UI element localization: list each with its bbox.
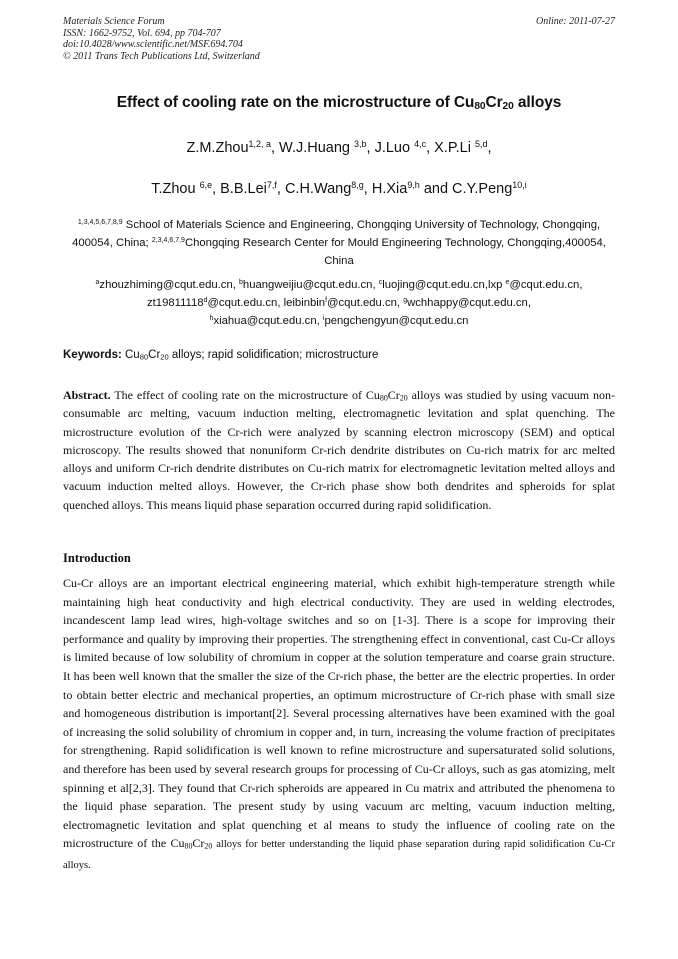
abstract	[63, 386, 615, 514]
author-name: , B.B.Lei	[212, 181, 267, 197]
affiliation-superscript: 2,3,4,6,7,9	[151, 237, 185, 245]
journal-name: Materials Science Forum	[63, 16, 165, 27]
abstract-text: alloys was studied by using vacuum non-consumable arc melting, vacuum induction melting, electromagnetic levitation and splat quenching. The microstructure evolution of the Cr-rich were analyzed by scanning electron microscopy (SEM) and optical microscopy. The results showed that nonuniform Cr-rich dendrite distributes on Cu-rich matrix for arc melted alloys and uniform Cr-rich dendrite distributes on Cu-rich matrix for electromagnetic levitation melted alloys and vacuum induction melted alloys. However, the Cr-rich phase show both dendrites and spheroids for splat quenched alloys. This means liquid phase separation occurred during rapid solidification.	[63, 388, 615, 512]
paper-title	[40, 94, 638, 112]
abstract-subscript: 80	[379, 393, 388, 403]
keywords-label: Keywords:	[63, 349, 125, 361]
author-superscript: 7,f	[266, 180, 277, 191]
affiliation-text: School of Materials Science and Engineering, Chongqing University of Technology, Chongqing, 400054, China;	[72, 219, 601, 249]
author-superscript: 9,h	[407, 180, 420, 191]
affiliation-text: Chongqing Research Center for Mould Engineering Technology, Chongqing,400054, China	[184, 237, 606, 267]
email: @cqut.edu.cn,	[509, 279, 583, 291]
journal-header	[63, 16, 260, 62]
keywords-text: Cr	[148, 349, 161, 361]
email-superscript: i	[322, 315, 325, 323]
abstract-text: Cr	[387, 388, 400, 402]
email-superscript: e	[505, 279, 510, 287]
author-name: , H.Xia	[363, 181, 408, 197]
doi-line: doi:10.4028/www.scientific.net/MSF.694.704	[63, 39, 243, 50]
email-superscript: c	[378, 279, 383, 287]
email: leibinbin	[283, 297, 326, 309]
author-superscript: 4,c	[414, 139, 427, 150]
introduction-subscript: 80	[184, 841, 193, 851]
author-line-2	[40, 181, 638, 197]
author-name: , C.H.Wang	[276, 181, 352, 197]
keywords-subscript: 80	[139, 352, 149, 362]
keywords	[63, 349, 615, 361]
email-superscript: a	[95, 279, 100, 287]
email: huangweijiu@cqut.edu.cn,	[242, 279, 379, 291]
author-name: , W.J.Huang	[271, 140, 355, 156]
online-date: Online: 2011-07-27	[536, 16, 615, 27]
email: xiahua@cqut.edu.cn,	[213, 315, 323, 327]
title-text: alloys	[513, 94, 562, 111]
introduction-text: Cu-Cr alloys are an important electrical engineering material, which exhibit high-temperature strength while maintaining high heat conductivity and high electrical conductivity. They are used in welding electrodes, incandescent lamp lead wires, high-voltage switches and so on [1-3]. There is a scope for improving their performance and quality by improving their properties. The strengthening effect in conventional, cast Cu-Cr alloys is limited because of low solubility of chromium in copper at the solution temperature and coarse grain structure. It has been well known that the smaller the size of the Cr-rich phase, the better are the electric properties. In order to obtain better electric and mechanical properties, an optimum microstructure of Cr-rich phase with small size and homogeneous distribution is important[2]. Several processing alternatives have been examined with the goal of increasing the solid solubility of chromium in copper and, in turn, increasing the volume fraction of precipitates for strengthening. Rapid solidification is well known to refine microstructure and supersaturated solid solutions, and therefore has been used by several research groups for processing of Cu-Cr alloys, such as gas atomizing, melt spinning et al[2,3]. They found that Cr-rich spheroids are appeared in Cu matrix and attributed the phenomena to the liquid phase separation. The present study by using vacuum arc melting, vacuum induction melting, electromagnetic levitation and splat quenching et al means to study the influence of cooling rate on the microstructure of the	[63, 576, 615, 851]
affiliation-superscript: 1,3,4,5,6,7,8,9	[77, 219, 123, 227]
author-separator: ,	[487, 140, 492, 156]
author-line-1	[40, 140, 638, 156]
author-superscript: 3,b	[354, 139, 367, 150]
author-name: T.Zhou	[151, 181, 200, 197]
author-superscript: 5,d	[474, 139, 488, 150]
author-name: , X.P.Li	[426, 140, 475, 156]
keywords-text: alloys; rapid solidification; microstructure	[168, 349, 379, 361]
email-superscript: h	[209, 315, 214, 323]
abstract-subscript: 20	[399, 393, 408, 403]
email-superscript: b	[239, 279, 243, 287]
introduction-body	[63, 574, 615, 876]
email: lxp	[487, 279, 506, 291]
title-subscript: 20	[502, 101, 514, 113]
title-text: Effect of cooling rate on the microstructure of Cu	[116, 94, 475, 111]
introduction-text: alloys for better understanding the liquid phase separation during rapid solidification Cu-Cr alloys.	[63, 839, 615, 871]
keywords-subscript: 20	[160, 352, 169, 362]
affiliations	[58, 216, 620, 270]
email: zhouzhiming@cqut.edu.cn,	[99, 279, 240, 291]
title-subscript: 80	[474, 101, 486, 113]
email-superscript: f	[325, 297, 328, 305]
author-superscript: 8,g	[351, 180, 364, 191]
email: zt19811118	[147, 297, 204, 309]
keywords-text: Cu	[125, 349, 140, 361]
author-superscript: 6,e	[199, 180, 213, 191]
email-superscript: g	[403, 297, 408, 305]
author-superscript: 1,2, a	[248, 139, 271, 150]
author-name: Z.M.Zhou	[186, 140, 249, 156]
title-text: Cr	[485, 94, 503, 111]
introduction-heading: Introduction	[63, 551, 131, 565]
email: @cqut.edu.cn,	[207, 297, 284, 309]
email-superscript: d	[203, 297, 208, 305]
author-name: , J.Luo	[366, 140, 415, 156]
email: @cqut.edu.cn,	[327, 297, 404, 309]
introduction-text: Cr	[192, 836, 205, 851]
copyright-line: © 2011 Trans Tech Publications Ltd, Switzerland	[63, 50, 260, 62]
introduction-subscript: 20	[204, 841, 213, 851]
author-emails	[58, 276, 620, 330]
abstract-text: The effect of cooling rate on the microstructure of Cu	[110, 388, 380, 402]
email: pengchengyun@cqut.edu.cn	[324, 315, 469, 327]
email: luojing@cqut.edu.cn,	[382, 279, 488, 291]
introduction-text: Cu	[170, 836, 185, 851]
author-superscript: 10,i	[512, 180, 527, 191]
abstract-label: Abstract.	[63, 388, 111, 402]
author-name: and C.Y.Peng	[419, 181, 513, 197]
issn-line: ISSN: 1662-9752, Vol. 694, pp 704-707	[63, 27, 221, 39]
email: wchhappy@cqut.edu.cn,	[407, 297, 531, 309]
